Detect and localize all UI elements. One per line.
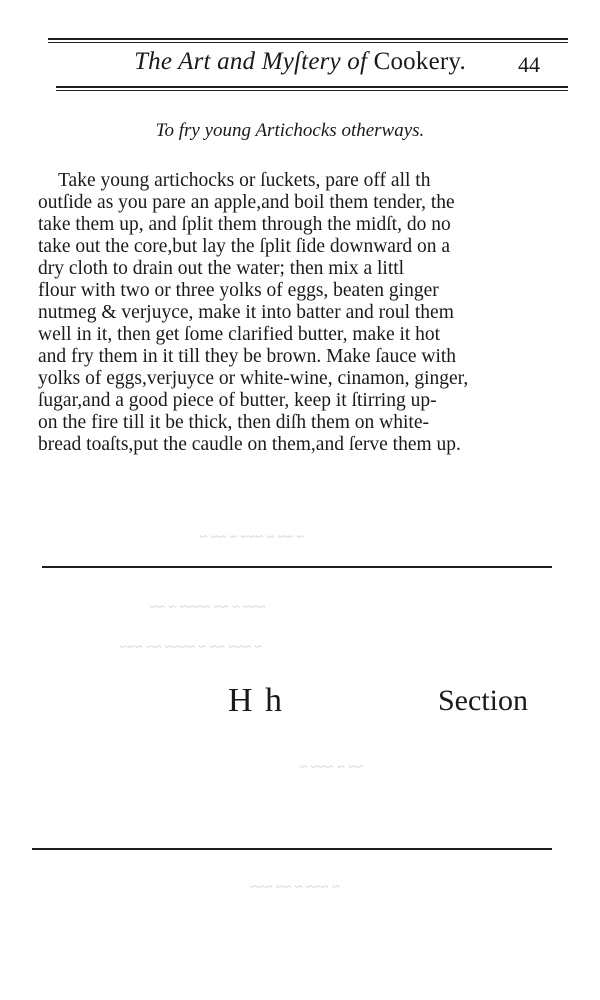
recipe-body xyxy=(38,170,558,456)
text-line: dry cloth to drain out the water; then mix a littl xyxy=(38,258,405,279)
header-title-roman: Cookery. xyxy=(373,48,466,75)
page-number: 44 xyxy=(518,52,540,77)
section-divider-rule xyxy=(42,566,552,568)
bleed-through-texture: ~ ~~ ~ ~~~ ~ ~~ ~ xyxy=(200,530,305,545)
header-bottom-rule xyxy=(56,86,568,88)
text-line: flour with two or three yolks of eggs, beaten ginger xyxy=(38,280,439,301)
text-line: outſide as you pare an apple,and boil them tender, the xyxy=(38,192,455,213)
header-top-rule xyxy=(48,38,568,40)
bleed-through-texture: ~~ ~ ~~~ ~ xyxy=(300,760,364,775)
text-line: take out the core,but lay the ſplit ſide downward on a xyxy=(38,236,451,257)
header-bottom-rule-thin xyxy=(56,90,568,91)
bleed-through-texture: ~ ~~~ ~~ ~ ~~~~ ~~ ~~~ xyxy=(120,640,263,655)
text-line: Take young artichocks or ſuckets, pare off all th xyxy=(58,170,431,191)
footer-rule xyxy=(32,848,552,850)
signature-mark: H h xyxy=(228,682,285,719)
text-line: nutmeg & verjuyce, make it into batter and roul them xyxy=(38,302,454,323)
text-line: and fry them in it till they be brown. Make ſauce with xyxy=(38,346,457,367)
text-line: ſugar,and a good piece of butter, keep it ſtirring up- xyxy=(38,390,437,411)
bleed-through-texture: ~ ~~~ ~ ~~ ~~~ xyxy=(250,880,340,895)
catchword: Section xyxy=(438,684,528,717)
text-line: bread toaſts,put the caudle on them,and ſerve them up. xyxy=(38,434,461,455)
header-top-rule-thin xyxy=(48,42,568,43)
recipe-title: To fry young Artichocks otherways. xyxy=(155,120,425,141)
header-title-italic: The Art and Myſtery of xyxy=(134,48,368,75)
text-line: yolks of eggs,verjuyce or white-wine, cinamon, ginger, xyxy=(38,368,469,389)
running-header xyxy=(0,48,600,76)
text-line: well in it, then get ſome clarified butter, make it hot xyxy=(38,324,441,345)
text-line: on the fire till it be thick, then diſh them on white- xyxy=(38,412,429,433)
text-line: take them up, and ſplit them through the midſt, do no xyxy=(38,214,451,235)
bleed-through-texture: ~~~ ~ ~~ ~~~~ ~ ~~ xyxy=(150,600,266,615)
